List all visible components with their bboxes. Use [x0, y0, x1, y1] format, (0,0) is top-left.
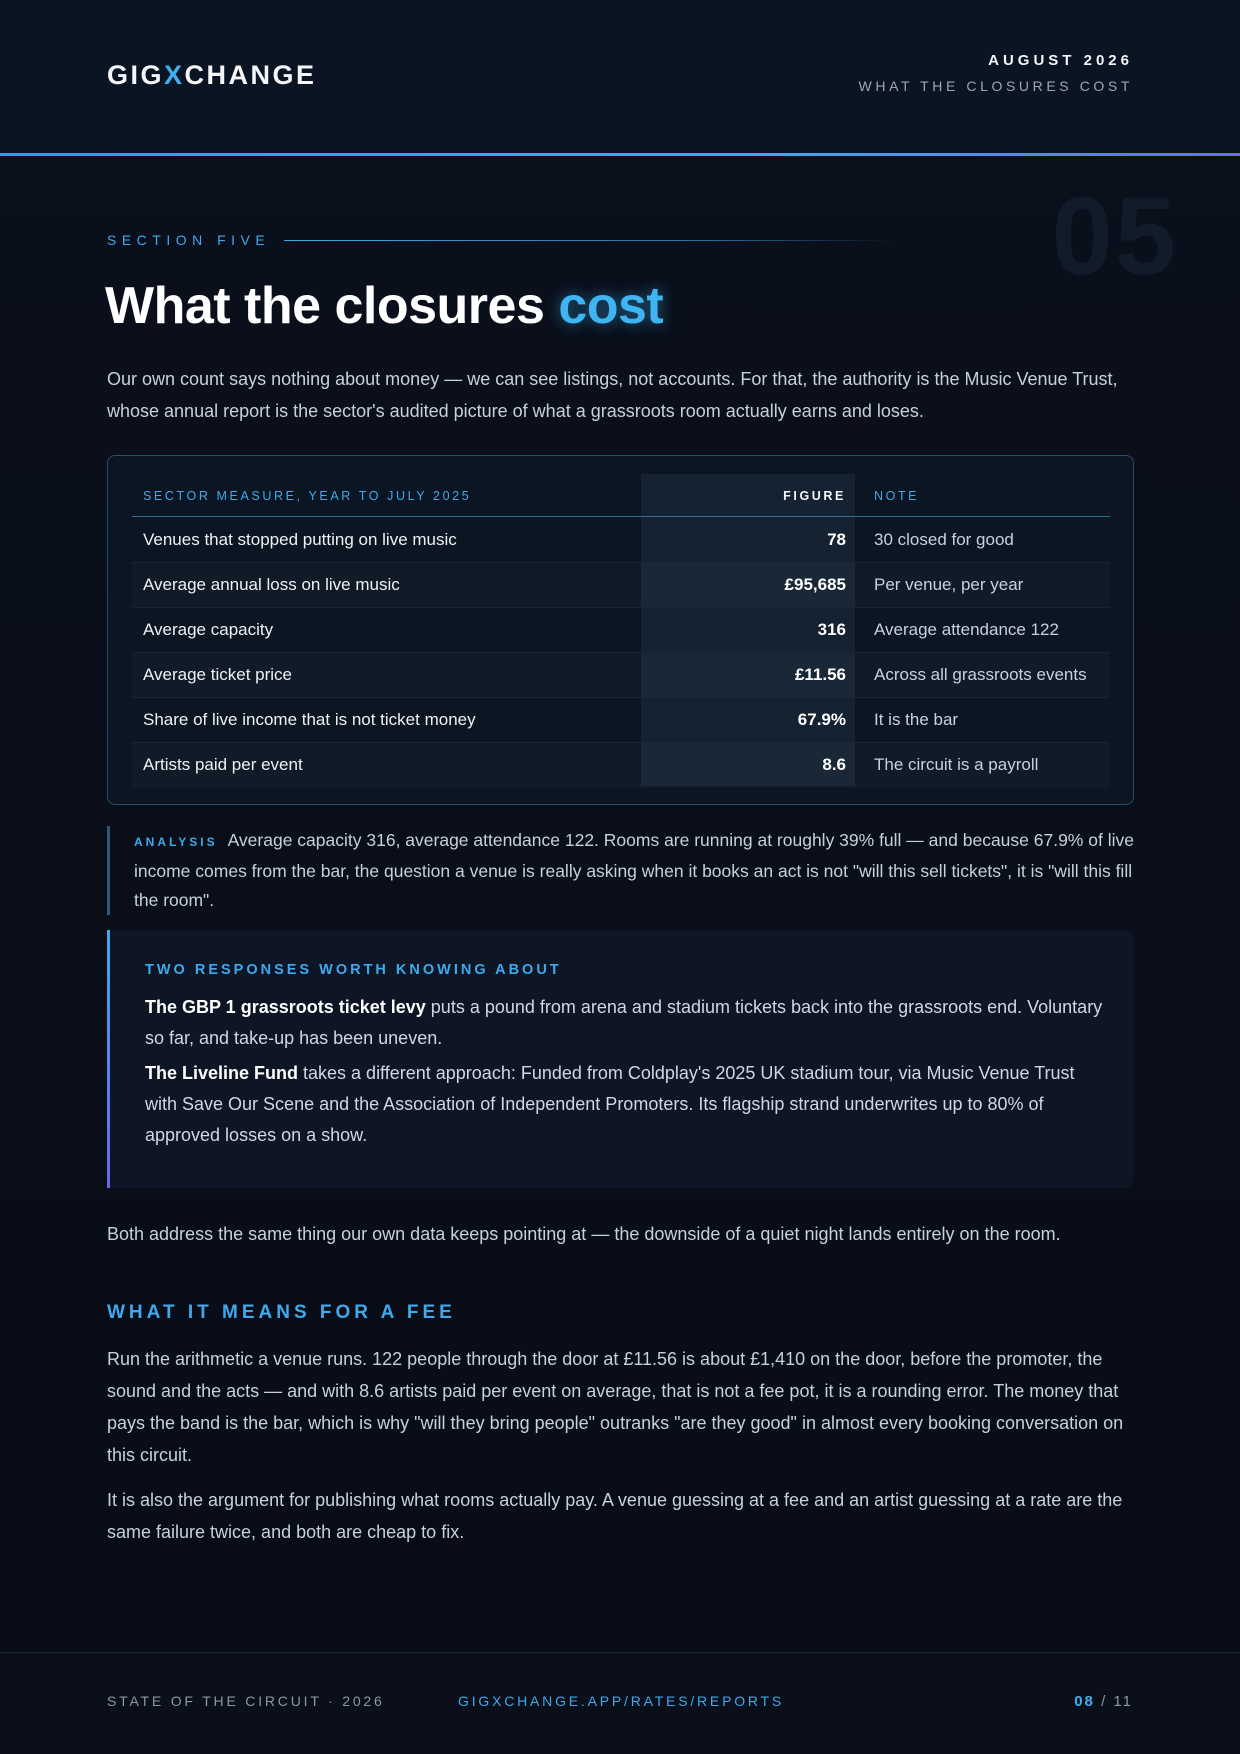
section-number: 05: [1051, 175, 1178, 298]
row-measure: Average ticket price: [143, 665, 292, 684]
header-note: NOTE: [874, 489, 920, 503]
row-value: 8.6: [822, 755, 846, 774]
footer-publication: STATE OF THE CIRCUIT · 2026: [107, 1693, 385, 1709]
table-row: [132, 698, 1110, 743]
brand-logo: [107, 60, 317, 91]
levy-text: puts a pound from arena and stadium tickets back into the grassroots end. Voluntary so far, and take-up has been uneven.: [145, 997, 1103, 1048]
page-current: 08: [1074, 1693, 1095, 1710]
row-value: 316: [817, 620, 846, 639]
row-note: The circuit is a payroll: [874, 755, 1039, 774]
table-body: [132, 518, 1110, 788]
logo-prefix: GIG: [107, 60, 165, 90]
row-note: Per venue, per year: [874, 575, 1024, 594]
analysis-paragraph: [134, 826, 1137, 915]
page-number: [1074, 1693, 1133, 1710]
analysis-text: Average capacity 316, average attendance 122. Rooms are running at roughly 39% full — and because 67.9% of live income comes from the bar, the question a venue is really asking when it books an act is not "will this sell tickets", it is "will this fill the room".: [134, 830, 1134, 910]
row-measure: Share of live income that is not ticket money: [143, 710, 476, 729]
report-subtitle: WHAT THE CLOSURES COST: [858, 78, 1133, 94]
page-title: [105, 276, 663, 336]
row-note: Across all grassroots events: [874, 665, 1087, 684]
row-note: 30 closed for good: [874, 530, 1014, 549]
callout-item-levy: [145, 992, 1105, 1054]
table-row: [132, 608, 1110, 653]
responses-callout: [107, 930, 1134, 1188]
page-header: [0, 0, 1240, 156]
title-main: What the closures: [105, 277, 559, 335]
row-value: 67.9%: [797, 710, 846, 729]
fee-paragraph-2: It is also the argument for publishing what rooms actually pay. A venue guessing at a fee and an artist guessing at a rate are the same failure twice, and both are cheap to fix.: [107, 1490, 1123, 1542]
callout-heading: TWO RESPONSES WORTH KNOWING ABOUT: [145, 962, 562, 978]
table-row: [132, 653, 1110, 698]
intro-paragraph: Our own count says nothing about money — we can see listings, not accounts. For that, the authority is the Music Venue Trust, whose annual report is the sector's audited picture of what a grassroots room actually earns and loses.: [107, 369, 1118, 421]
analysis-note: [107, 826, 1137, 915]
fund-title: The Liveline Fund: [145, 1063, 299, 1083]
section-label: [107, 232, 894, 248]
fee-heading: WHAT IT MEANS FOR A FEE: [107, 1302, 456, 1323]
row-measure: Venues that stopped putting on live music: [143, 530, 457, 549]
analysis-tag: ANALYSIS: [134, 835, 218, 849]
title-accent: cost: [558, 277, 664, 335]
row-note: It is the bar: [874, 710, 959, 729]
table-row: [132, 518, 1110, 563]
header-meta: [859, 52, 1133, 94]
section-rule: [284, 240, 894, 241]
header-figure: FIGURE: [783, 489, 846, 503]
report-date: AUGUST 2026: [988, 52, 1133, 69]
footer-url-link[interactable]: GIGXCHANGE.APP/RATES/REPORTS: [458, 1693, 785, 1709]
table-row: [132, 563, 1110, 608]
section-label-text: SECTION FIVE: [107, 232, 271, 248]
row-measure: Artists paid per event: [143, 755, 303, 774]
row-measure: Average capacity: [143, 620, 274, 639]
sector-table: [107, 455, 1134, 805]
row-value: £11.56: [794, 665, 846, 684]
header-measure: SECTOR MEASURE, YEAR TO JULY 2025: [143, 489, 472, 503]
levy-title: The GBP 1 grassroots ticket levy: [145, 997, 426, 1017]
fund-text: takes a different approach: Funded from Coldplay's 2025 UK stadium tour, via Music Venue Trust with Save Our Scene and the Association of Independent Promoters. Its flagship strand underwrites up to 80% of approved losses on a show.: [145, 1063, 1075, 1145]
row-measure: Average annual loss on live music: [143, 575, 400, 594]
row-note: Average attendance 122: [874, 620, 1059, 639]
fee-paragraph-1: Run the arithmetic a venue runs. 122 people through the door at £11.56 is about £1,410 on the door, before the promoter, the sound and the acts — and with 8.6 artists paid per event on average, that is not a fee pot, it is a rounding error. The money that pays the band is the bar, which is why "will they bring people" outranks "are they good" in almost every booking conversation on this circuit.: [107, 1349, 1124, 1465]
table-header: [132, 474, 1110, 517]
row-value: £95,685: [784, 575, 846, 594]
logo-x: X: [164, 60, 185, 90]
callout-item-fund: [145, 1058, 1105, 1151]
page-total: 11: [1113, 1693, 1133, 1710]
summary-paragraph: Both address the same thing our own data keeps pointing at — the downside of a quiet night lands entirely on the room.: [107, 1224, 1061, 1244]
logo-suffix: CHANGE: [184, 60, 317, 90]
page-footer: [0, 1652, 1240, 1754]
page-separator: /: [1094, 1693, 1114, 1710]
row-value: 78: [827, 530, 846, 549]
table-row: [132, 743, 1110, 788]
